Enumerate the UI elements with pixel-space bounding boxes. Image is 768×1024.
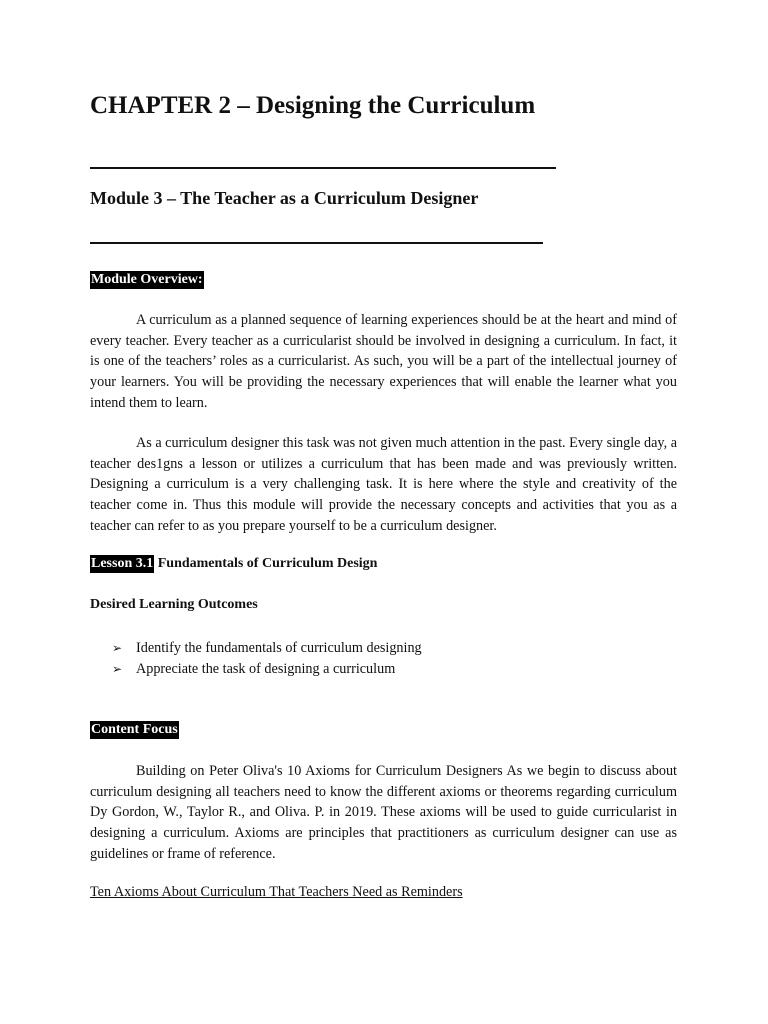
- arrowhead-bullet-icon: ➢: [112, 641, 123, 655]
- lesson-heading: [90, 556, 377, 572]
- list-item-text: Appreciate the task of designing a curriculum: [136, 660, 396, 677]
- learning-outcomes-heading: Desired Learning Outcomes: [90, 597, 258, 612]
- divider-line: [90, 167, 556, 169]
- lesson-title: Fundamentals of Curriculum Design: [157, 556, 378, 571]
- lesson-label: Lesson 3.1: [91, 556, 154, 571]
- arrowhead-bullet-icon: ➢: [112, 661, 123, 676]
- chapter-title: CHAPTER 2 – Designing the Curriculum: [90, 92, 536, 119]
- overview-paragraph: As a curriculum designer this task was not given much attention in the past. Every single day, a teacher des1gns a lesson or utilizes a curriculum that has been made and was previously written. Designing a curriculum is a very challenging task. It is here where the style and creativity of the teacher come in. Thus this module will provide the necessary concepts and activities that you as a teacher can refer to as you prepare yourself to be a curriculum designer.: [90, 435, 677, 534]
- overview-paragraph: A curriculum as a planned sequence of learning experiences should be at the heart and mind of every teacher. Every teacher as a curricularist should be involved in designing a curriculum. In fact, it is one of the teachers’ roles as a curricularist. As such, you will be a part of the intellectual journey of your learners. You will be providing the necessary experiences that will enable the learner what you intend them to learn.: [90, 312, 677, 411]
- list-item: [112, 638, 422, 659]
- module-overview-label: Module Overview:: [91, 272, 203, 287]
- learning-outcomes-list: [112, 638, 422, 679]
- list-item: [112, 659, 422, 680]
- list-item-text: Identify the fundamentals of curriculum designing: [136, 640, 422, 656]
- content-focus-paragraph: Building on Peter Oliva's 10 Axioms for Curriculum Designers As we begin to discuss about curriculum designing all teachers need to know the different axioms or theorems regarding curriculum Dy Gordon, W., Taylor R., and Oliva. P. in 2019. These axioms will be used to guide curricularist in designing a curriculum. Axioms are principles that practitioners as curriculum designer can use as guidelines or frame of reference.: [90, 763, 677, 862]
- module-overview-heading: [90, 270, 204, 288]
- content-focus-label: Content Focus: [91, 722, 178, 737]
- divider-line: [90, 242, 543, 244]
- axioms-section-heading: Ten Axioms About Curriculum That Teachers Need as Reminders: [90, 884, 463, 900]
- module-title: Module 3 – The Teacher as a Curriculum Designer: [90, 188, 479, 208]
- content-focus-heading: [90, 720, 179, 738]
